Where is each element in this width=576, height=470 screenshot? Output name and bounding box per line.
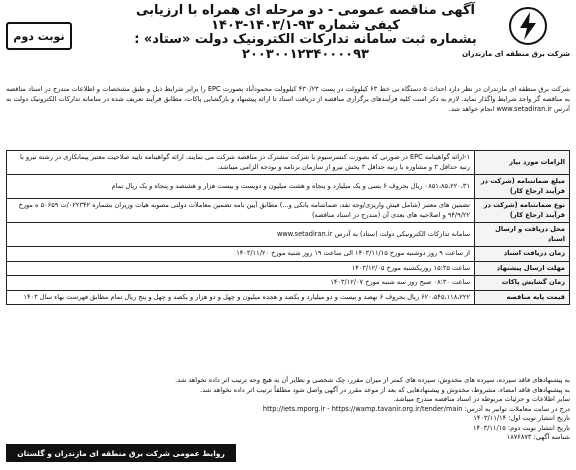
logo-caption: شرکت برق منطقه ای مازندران (462, 50, 570, 58)
note-line: شناسه آگهی: ۱۸۷۶۸۷۳ (506, 433, 570, 441)
table-row (7, 151, 570, 175)
table-row (7, 199, 570, 223)
tender-details-table (6, 150, 570, 305)
note-line: سایر اطلاعات و جزئیات مربوطه در اسناد مناقصه مندرج میباشد. (393, 395, 570, 403)
row-key: زمان دریافت اسناد (475, 247, 570, 262)
ad-title (128, 4, 483, 62)
ad-header (0, 0, 576, 80)
round-badge: نوبت دوم (6, 22, 72, 50)
row-key: الزامات مورد نیاز (475, 151, 570, 175)
row-value: سامانه تدارکات الکترونیکی دولت (ستاد) به آدرس www.setadiran.ir (7, 223, 475, 247)
row-value: ۰۸۵۱،۸۵،۲۲۰،۳۱ ریال بحروف ۶ بسی و یک میلیارد و پنجاه و هشت میلیون و دویست و بیست هزار و هشتصد و پنجاه و یک ریال تمام (7, 175, 475, 199)
title-line-4: ۲۰۰۳۰۰۱۲۳۴۰۰۰۰۹۳ (242, 46, 369, 62)
lightning-bolt-icon (508, 6, 548, 46)
table-row (7, 276, 570, 291)
row-key: نوع ضمانتنامه (شرکت در فرآیند ارجاع کار) (475, 199, 570, 223)
note-line: تاریخ انتشار نوبت دوم: ۱۴۰۳/۱۱/۱۵ (473, 423, 570, 432)
row-value: ۱-ارائه گواهینامه EPC در صورتی که بصورت کنسرسیوم یا شرکت مشترک در مناقصه شرکت می نمایند، ارائه گواهینامه تایید صلاحیت معتبر پیمانکاری در رشته نیرو با رتبه حداقل ۳ و مشاوره با رتبه حداقل ۳ بخش نیرو از سازمان برنامه و بودجه الزامی میباشد. (7, 151, 475, 175)
note-line: به پیشنهادهای فاقد سپرده، سپرده های مخدوش، سپرده های کمتر از میزان مقرر، چک شخصی و نظایر آن به هیچ وجه ترتیب اثر داده نخواهد شد. (175, 376, 570, 384)
row-value: از ساعت ۹ روز دوشنبه مورخ ۱۴۰۳/۱۱/۱۵ الی ساعت ۱۹ روز شنبه مورخ ۱۴۰۳/۱۱/۲۰ (7, 247, 475, 262)
table-row (7, 223, 570, 247)
row-value: ساعت ۰۸:۳۰ صبح روز سه شنبه مورخ ۱۴۰۳/۱۲/۰۷ (7, 276, 475, 291)
table-row (7, 290, 570, 305)
table-row (7, 175, 570, 199)
row-value: ساعت ۱۵:۳۵ روزیکشنبه مورخ ۱۴۰۳/۱۲/۰۵ (7, 261, 475, 276)
title-line-1: آگهی مناقصه عمومی - دو مرحله ای همراه با ارزیابی (135, 3, 475, 18)
note-line: به پیشنهادهای فاقد امضاء، مشروط، مخدوش و پیشنهادهایی که بعد از موعد مقرر در آگهی واصل شود مطلقاً ترتیب اثر داده نخواهد شد. (200, 385, 570, 394)
row-key: محل دریافت و ارسال اسناد (475, 223, 570, 247)
notes-section (6, 376, 570, 443)
public-relations-footer: روابط عمومی شرکت برق منطقه ای مازندران و گلستان (6, 444, 236, 462)
row-key: زمان گشایش پاکات (475, 276, 570, 291)
note-line: تاریخ انتشار نوبت اول: ۱۴۰۳/۱۱/۱۴ (473, 414, 570, 422)
row-key: قیمت پایه مناقصه (475, 290, 570, 305)
intro-paragraph: شرکت برق منطقه ای مازندران در نظر دارد احداث ۵ دستگاه بی خط ۶۳ کیلوولت در پست ۴۳۰/۲۳ کیلوولت محمودآباد بصورت EPC را برابر شرایط ذیل و طبق مشخصات و اطلاعات مندرج در اسناد مناقصه به مناقصه گر واجد شرایط واگذار نماید. لازم به ذکر است کلیه فرآیندهای برگزاری مناقصه از دریافت اسناد تا ارائه پیشنهاد و بازگشایی پاکات، مطابق فرآیند تعریف شده در سامانه تدارکات الکترونیک دولت به آدرس www.setadiran.ir انجام خواهد شد. (6, 85, 570, 113)
table-row (7, 247, 570, 262)
row-value: ۶۲۰،۵۴۵،۱۱۸،۲۲۲ ریال بحروف ۶ نهصد و بیست و دو میلیارد و یکصد و هجده میلیون و چهل و دو هزار و یکصد و چهل و پنج ریال تمام مطابق فهرست بهاء سال ۱۴۰۳ (7, 290, 475, 305)
title-line-3: بشماره ثبت سامانه تدارکات الکترونیک دولت «ستاد» : (134, 32, 477, 47)
table-row (7, 261, 570, 276)
company-logo (462, 6, 570, 58)
note-line: درج در سایت معاملات توانیر به آدرس: http://iets.mporg.ir - https://wamp.tavanir.org.ir/tender/main (262, 404, 570, 413)
row-value: تضمین های معتبر (شامل فیش واریزی/وجه نقد، ضمانتنامه بانکی و...) مطابق آیین نامه تضمین معاملات دولتی مصوبه هیات وزیران بشماره ۰۲۲۳۴۲/ت ۵۰۶۵۹ ه مورخ ۹۴/۹/۲۲ و اصلاحیه های بعدی آن (مندرج در اسناد مناقصه) (7, 199, 475, 223)
row-key: مبلغ ضمانتنامه (شرکت در فرآیند ارجاع کار) (475, 175, 570, 199)
row-key: مهلت ارسال پیشنهاد (475, 261, 570, 276)
title-line-2: کیفی شماره ۹۳-۱۴۰۳/۱-۱۴۰۳ (211, 17, 400, 33)
